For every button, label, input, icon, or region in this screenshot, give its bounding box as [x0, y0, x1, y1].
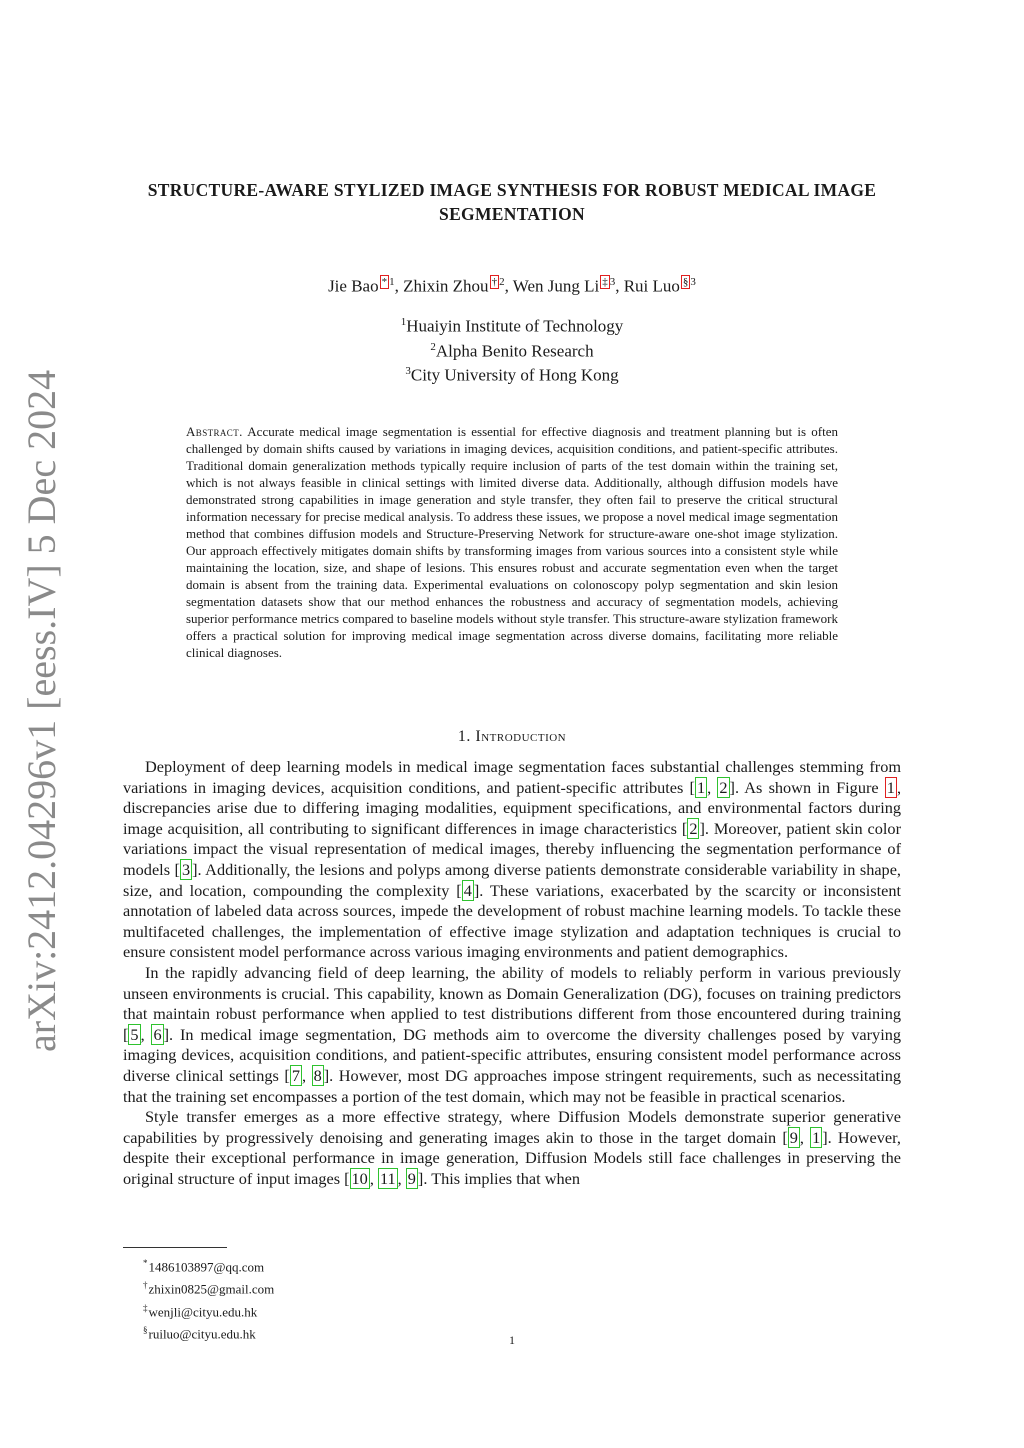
text-run: Deployment of deep learning models in medical image segmentation faces substantial challenges stemming from variations in imaging devices, acquisition conditions, and patient-specific attributes	[123, 757, 901, 797]
affiliation	[123, 337, 901, 362]
author-name: Wen Jung Li	[512, 276, 600, 296]
citation-separator: ,	[397, 1168, 406, 1188]
section-number: 1.	[457, 728, 471, 745]
footnote	[143, 1254, 543, 1276]
affiliation-list	[123, 312, 901, 386]
footnote	[143, 1276, 543, 1298]
page-number: 1	[509, 1333, 515, 1347]
author-name: Rui Luo	[623, 276, 680, 296]
introduction-body	[123, 757, 901, 1189]
affiliation-number: 3	[690, 276, 696, 288]
abstract	[186, 423, 838, 661]
affiliation-number: 1	[400, 316, 407, 328]
citation-link[interactable]: 4	[463, 880, 472, 900]
paragraph: In the rapidly advancing field of deep learning, the ability of models to reliably perform in various previously unseen environments is crucial. This capability, known as Domain Generalization (DG), focuses on training predictors that maintain robust performance when applied to test distributions different from those encountered during training [ 5 , 6 ]. In medical image segmentation, DG methods aim to overcome the diversity challenges posed by varying imaging devices, acquisition conditions, and patient-specific attributes, ensuring consistent model performance across diverse clinical settings [ 7 , 8 ]. However, most DG approaches impose stringent requirements, such as necessitating that the training set encompasses a portion of the test domain, which may not be feasible in practical scenarios.	[123, 962, 902, 1106]
affiliation-number: 1	[389, 276, 395, 288]
author-footnote-link[interactable]: †	[491, 276, 498, 288]
affiliation	[123, 361, 901, 386]
citation-separator: ,	[799, 1127, 811, 1147]
affiliation-number: 2	[430, 340, 436, 353]
section-title: Introduction	[475, 728, 567, 745]
text-run: In the rapidly advancing field of deep learning, the ability of models to reliably perform in various previously unseen environments is crucial. This capability, known as Domain Generalization (DG), focuses on training predictors that maintain robust performance when applied to test distributions different from those encountered during training	[123, 962, 901, 1024]
citation-link[interactable]: 5	[130, 1024, 139, 1044]
affiliation-number: 3	[609, 276, 616, 288]
citation-separator: ,	[301, 1065, 312, 1085]
text-run: . This implies that when	[423, 1168, 580, 1188]
text-run: Style transfer emerges as a more effective strategy, where Diffusion Models demonstrate superior generative capabilities by progressively denoising and generating images akin to those in the target domain	[123, 1107, 901, 1147]
text-run: . In medical image segmentation, DG methods aim to overcome the diversity challenges posed by varying imaging devices, acquisition conditions, and patient-specific attributes, ensuring consistent model performance across diverse clinical settings	[123, 1024, 902, 1085]
footnote-mark: †	[143, 1280, 148, 1291]
citation-link[interactable]: 8	[313, 1065, 322, 1085]
text-run: . These variations, exacerbated by the scarcity or inconsistent annotation of labeled data across sources, impede the development of robust machine learning models. To tackle these multifaceted challenges, the implementation of effective image stylization and adaptation techniques is crucial to ensure consistent model performance across various imaging environments and patient demographics.	[123, 880, 901, 962]
citation-link[interactable]: 6	[153, 1024, 162, 1044]
citation-link[interactable]: 7	[291, 1065, 300, 1085]
author-name: Zhixin Zhou	[403, 276, 489, 296]
citation-separator: ,	[369, 1168, 378, 1188]
figure-link[interactable]: 1	[886, 777, 895, 797]
citation-link[interactable]: 3	[181, 859, 191, 879]
footnote-email: zhixin0825@gmail.com	[148, 1281, 275, 1297]
author-footnote-link[interactable]: §	[682, 276, 689, 288]
text-run: . As shown in Figure	[734, 777, 885, 797]
citation-link[interactable]: 11	[379, 1168, 396, 1188]
text-run: . Moreover, patient skin color variations impact the visual representation of medical images, thereby influencing the segmentation performance of models	[123, 818, 901, 879]
text-run: . However, most DG approaches impose stringent requirements, such as necessitating that the training set encompasses a portion of the test domain, which may not be feasible in practical scenarios.	[123, 1065, 901, 1106]
citation-link[interactable]: 9	[789, 1127, 798, 1147]
footnotes	[143, 1254, 543, 1343]
citation-link[interactable]: 1	[696, 777, 706, 797]
citation-link[interactable]: 1	[812, 1127, 821, 1147]
footnote-mark: ‡	[143, 1302, 148, 1313]
footnote	[143, 1299, 543, 1321]
citation-link[interactable]: 9	[407, 1168, 416, 1188]
author-list: Jie Bao * $^1$, Zhixin Zhou † $^2$, Wen Jung Li ‡ $^3$, Rui Luo § $^3$	[328, 276, 696, 296]
citation-link[interactable]: 2	[719, 777, 728, 797]
footnote-divider	[123, 1247, 227, 1248]
section-heading	[123, 727, 901, 747]
citation-separator: ,	[140, 1024, 152, 1044]
footnote-email: wenjli@cityu.edu.hk	[148, 1303, 258, 1319]
abstract-label: Abstract.	[186, 424, 243, 439]
paragraph: Style transfer emerges as a more effective strategy, where Diffusion Models demonstrate superior generative capabilities by progressively denoising and generating images akin to those in the target domain [ 9 , 1 ]. However, despite their exceptional performance in image generation, Diffusion Models still face challenges in preserving the original structure of input images [ 10 , 11 , 9 ]. This implies that when	[123, 1107, 901, 1188]
affiliation-number: 3	[405, 365, 411, 378]
text-run: , discrepancies arise due to differing imaging modalities, equipment specifications, and environmental factors during image acquisition, all contributing to significant differences in image characteristics	[123, 777, 902, 838]
affiliation-name: Huaiyin Institute of Technology	[406, 316, 624, 336]
footnote-mark: *	[143, 1258, 148, 1268]
text-run: . Additionally, the lesions and polyps among diverse patients demonstrate considerable variability in shape, size, and location, compounding the complexity	[123, 859, 901, 900]
affiliation	[123, 312, 901, 337]
paragraph: Deployment of deep learning models in medical image segmentation faces substantial challenges stemming from variations in imaging devices, acquisition conditions, and patient-specific attributes [ 1 , 2 ]. As shown in Figure 1 , discrepancies arise due to differing imaging modalities, equipment specifications, and environmental factors during image acquisition, all contributing to significant differences in image characteristics [ 2 ]. Moreover, patient skin color variations impact the visual representation of medical images, thereby influencing the segmentation performance of models [ 3 ]. Additionally, the lesions and polyps among diverse patients demonstrate considerable variability in shape, size, and location, compounding the complexity [ 4 ]. These variations, exacerbated by the scarcity or inconsistent annotation of labeled data across sources, impede the development of robust machine learning models. To tackle these multifaceted challenges, the implementation of effective image stylization and adaptation techniques is crucial to ensure consistent model performance across various imaging environments and patient demographics.	[123, 757, 902, 962]
arxiv-identifier: arXiv:2412.04296v1 [eess.IV] 5 Dec 2024	[19, 369, 64, 1052]
affiliation-number: 2	[499, 276, 505, 288]
footnote-email: ruiluo@cityu.edu.hk	[148, 1326, 256, 1342]
affiliation-name: Alpha Benito Research	[435, 341, 594, 361]
author-footnote-link[interactable]: ‡	[602, 276, 608, 288]
footnote-mark: §	[143, 1324, 148, 1335]
author-footnote-link[interactable]: *	[381, 276, 388, 288]
citation-link[interactable]: 2	[689, 818, 698, 838]
footnote-email: 1486103897@qq.com	[148, 1259, 265, 1275]
text-run: . However, despite their exceptional performance in image generation, Diffusion Models still face challenges in preserving the original structure of input images	[123, 1127, 901, 1188]
abstract-text: Accurate medical image segmentation is essential for effective diagnosis and treatment planning but is often challenged by domain shifts caused by variations in imaging devices, acquisition conditions, and patient-specific attributes. Traditional domain generalization methods typically require inclusion of parts of the test domain within the training set, which is not always feasible in clinical settings with limited diverse data. Additionally, although diffusion models have demonstrated strong capabilities in image generation and style transfer, they often fail to preserve the critical structural information necessary for precise medical analysis. To address these issues, we propose a novel medical image segmentation method that combines diffusion models and Structure-Preserving Network for structure-aware one-shot image stylization. Our approach effectively mitigates domain shifts by transforming images from various sources into a consistent style while maintaining the location, size, and shape of lesions. This ensures robust and accurate segmentation even when the target domain is absent from the training data. Experimental evaluations on colonoscopy polyp segmentation and skin lesion segmentation datasets show that our method enhances the robustness and accuracy of segmentation models, achieving superior performance metrics compared to baseline models without style transfer. This structure-aware stylization framework offers a practical solution for improving medical image segmentation across diverse domains, facilitating more reliable clinical diagnoses.	[186, 424, 838, 660]
paper-title: STRUCTURE-AWARE STYLIZED IMAGE SYNTHESIS FOR ROBUST MEDICAL IMAGE SEGMENTATION	[147, 180, 877, 224]
citation-link[interactable]: 10	[351, 1168, 368, 1188]
author-name: Jie Bao	[328, 276, 379, 296]
citation-separator: ,	[707, 777, 718, 797]
affiliation-name: City University of Hong Kong	[410, 365, 619, 385]
